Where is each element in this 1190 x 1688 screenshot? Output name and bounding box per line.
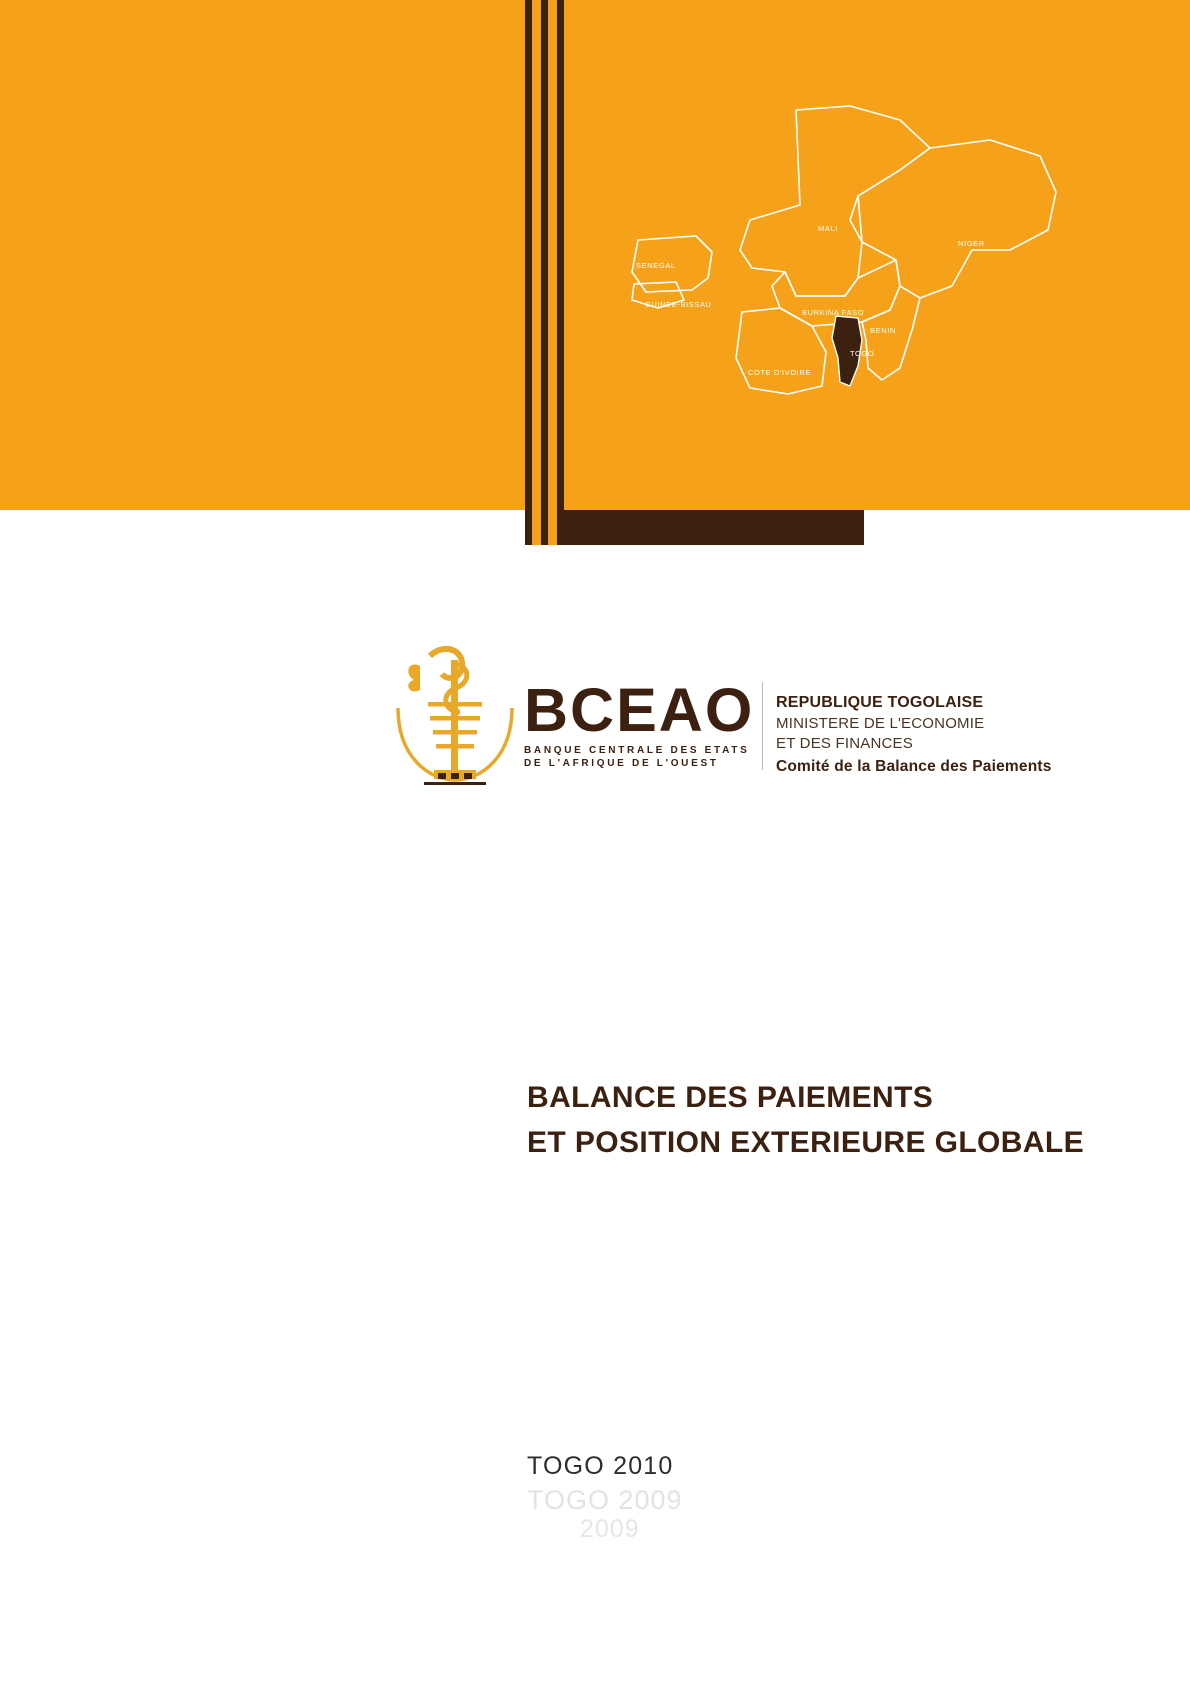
country-niger xyxy=(858,140,1056,298)
map-label-benin: BENIN xyxy=(870,326,896,335)
bceao-emblem-icon xyxy=(390,630,520,790)
document-title-line2: ET POSITION EXTERIEURE GLOBALE xyxy=(527,1126,1085,1159)
country-cote-divoire xyxy=(736,308,826,394)
banner-stripe-gap-2 xyxy=(548,0,557,545)
banner-stripe-2 xyxy=(541,0,548,545)
ministry-line-committee: Comité de la Balance des Paiements xyxy=(776,758,1052,776)
map-label-senegal: SENEGAL xyxy=(636,261,676,270)
banner-stripe-gap-3 xyxy=(564,0,590,545)
map-label-burkina-faso: BURKINA FASO xyxy=(802,308,865,317)
banner-stripe-1 xyxy=(525,0,532,545)
bceao-acronym: BCEAO xyxy=(524,676,755,744)
bceao-subtitle-line1: BANQUE CENTRALE DES ETATS xyxy=(524,745,750,756)
ministry-line-republic: REPUBLIQUE TOGOLAISE xyxy=(776,694,984,711)
map-label-mali: MALI xyxy=(818,224,838,233)
country-mali xyxy=(740,106,930,296)
cover-banner xyxy=(0,0,1190,545)
logo-divider xyxy=(762,682,763,770)
bceao-wordmark xyxy=(524,676,755,769)
caduceus-icon xyxy=(390,630,520,790)
map-label-togo: TOGO xyxy=(850,349,875,358)
ministry-line-ministry: MINISTERE DE L'ECONOMIE xyxy=(776,714,985,732)
emblem-wing-left xyxy=(408,665,420,692)
ministry-block xyxy=(776,692,1052,776)
document-title xyxy=(527,1075,1127,1165)
banner-base-bar xyxy=(564,510,864,545)
country-year-label: TOGO 2010 xyxy=(527,1452,674,1480)
document-title-line1: BALANCE DES PAIEMENTS xyxy=(527,1081,934,1114)
banner-stripe-3 xyxy=(557,0,564,545)
map-label-guinea-bissau: GUINEE-BISSAU xyxy=(645,300,712,309)
map-label-niger: NIGER xyxy=(958,239,985,248)
map-container xyxy=(600,100,1100,430)
banner-stripe-gap-1 xyxy=(532,0,541,545)
banner-left-block xyxy=(0,0,525,510)
map-label-cote-divoire: COTE D'IVOIRE xyxy=(748,368,811,377)
ghost-country-year-label: TOGO 2009 xyxy=(527,1485,683,1515)
bceao-subtitle-line2: DE L'AFRIQUE DE L'OUEST xyxy=(524,758,719,769)
logo-area xyxy=(390,620,1090,800)
ghost-year-label: 2009 xyxy=(580,1515,640,1543)
ministry-line-finances: ET DES FINANCES xyxy=(776,734,913,752)
